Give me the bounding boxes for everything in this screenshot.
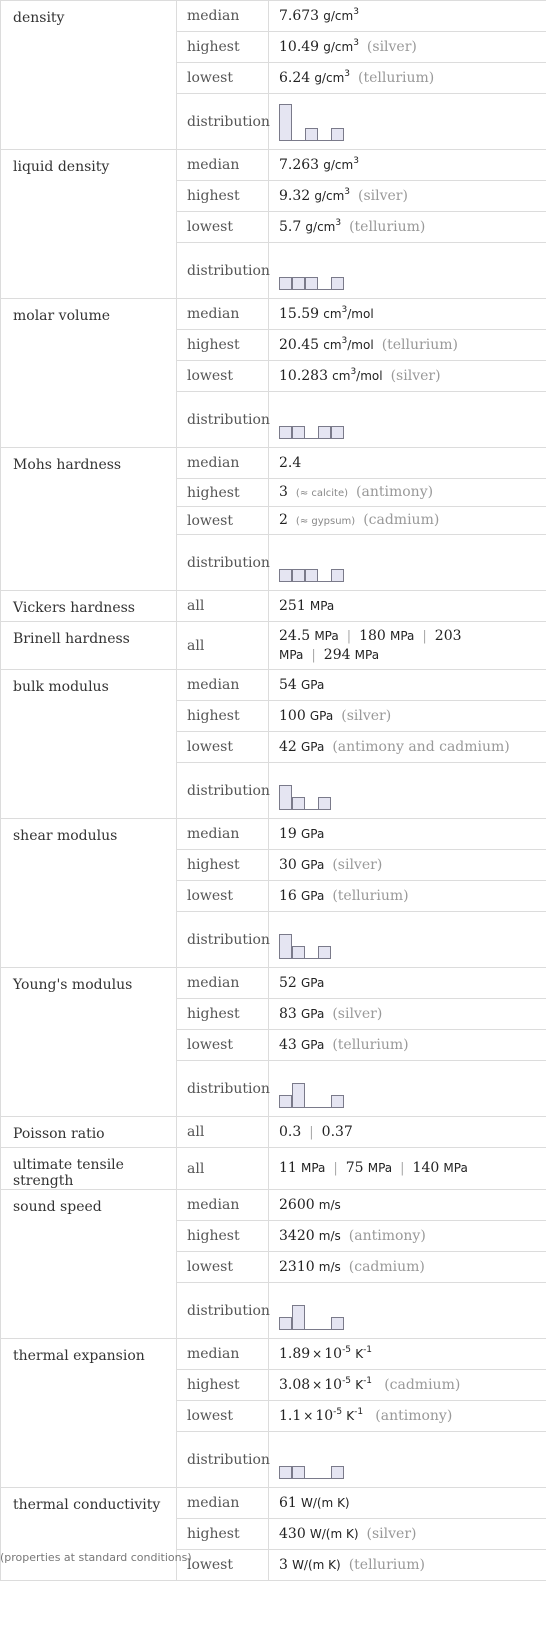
value-unit: cm — [323, 306, 342, 321]
stat-value — [269, 670, 546, 701]
separator: | — [309, 1124, 314, 1140]
value-unit: g/cm — [314, 188, 345, 203]
value-note: (silver) — [332, 1005, 383, 1022]
value-note: (cadmium) — [363, 511, 440, 528]
separator: | — [400, 1161, 405, 1176]
stat-label: highest — [177, 701, 269, 732]
value-note: (silver) — [358, 187, 408, 204]
stat-label: highest — [177, 1519, 269, 1550]
stat-value — [269, 968, 546, 999]
distribution-histogram — [279, 1440, 344, 1479]
unit-exponent: 3 — [344, 186, 350, 197]
histogram-bar — [292, 1083, 305, 1107]
value-number: 83 — [279, 1005, 297, 1022]
ten-base: 10 — [324, 1376, 343, 1393]
histogram-bar — [279, 1095, 292, 1107]
unit-exponent: 3 — [353, 37, 359, 48]
stat-label: highest — [177, 330, 269, 361]
distribution-histogram — [279, 920, 331, 959]
stat-value — [269, 1550, 546, 1581]
unit-exponent: 3 — [353, 6, 359, 17]
stat-label: lowest — [177, 881, 269, 912]
value-unit: MPa — [443, 1161, 468, 1175]
value-unit: GPa — [300, 888, 325, 903]
stat-value — [269, 212, 546, 243]
property-name-vickers-hardness: Vickers hardness — [1, 591, 177, 622]
times-sign: × — [312, 1377, 323, 1392]
property-name-young-s-modulus: Young's modulus — [1, 968, 177, 1117]
histogram-bar — [292, 1466, 305, 1478]
stat-value — [269, 507, 546, 535]
stat-label: lowest — [177, 1252, 269, 1283]
value-number: 2.4 — [279, 454, 302, 471]
value-unit-suffix: /mol — [356, 368, 383, 383]
stat-label: distribution — [177, 1432, 269, 1488]
value-note: (tellurium) — [358, 69, 435, 86]
unit-exponent: 3 — [341, 304, 348, 315]
distribution-histogram — [279, 251, 344, 290]
stat-label: lowest — [177, 507, 269, 535]
ten-base: 10 — [324, 1345, 343, 1362]
stat-label: highest — [177, 479, 269, 507]
stat-label: highest — [177, 1370, 269, 1401]
stat-label: lowest — [177, 212, 269, 243]
value-number: 10.283 — [279, 367, 328, 384]
stat-value — [269, 535, 546, 591]
value-number: 2600 — [279, 1196, 315, 1213]
stat-label: lowest — [177, 361, 269, 392]
value-unit: MPa — [354, 647, 380, 662]
distribution-histogram — [279, 1069, 344, 1108]
value-note: (tellurium) — [332, 1036, 409, 1053]
histogram-bar — [279, 1317, 292, 1329]
value-unit: GPa — [300, 1006, 325, 1021]
value-unit: MPa — [309, 598, 335, 613]
distribution-histogram — [279, 1291, 344, 1330]
stat-value — [269, 819, 546, 850]
stat-label: highest — [177, 32, 269, 63]
stat-label: median — [177, 670, 269, 701]
stat-value — [269, 479, 546, 507]
stat-row-poisson-ratio-all — [1, 1117, 546, 1148]
value-unit: K — [355, 1377, 364, 1392]
stat-value — [269, 32, 546, 63]
property-name-density: density — [1, 1, 177, 150]
value-exponent: -5 — [342, 1344, 352, 1355]
stat-value — [269, 1432, 546, 1488]
histogram-bar — [331, 1317, 344, 1329]
property-name-molar-volume: molar volume — [1, 299, 177, 448]
stat-value — [269, 912, 546, 968]
value-unit: MPa — [279, 647, 304, 662]
stat-label: all — [177, 1117, 269, 1148]
value-number: 251 — [279, 597, 306, 614]
value-note: (silver) — [366, 1525, 417, 1542]
stat-label: median — [177, 299, 269, 330]
value-number: 7.263 — [279, 156, 320, 173]
value-number: 61 — [279, 1494, 297, 1511]
stat-label: distribution — [177, 243, 269, 299]
stat-row-liquid-density-median — [1, 150, 546, 181]
stat-label: all — [177, 1148, 269, 1190]
times-sign: × — [312, 1346, 323, 1361]
histogram-bar — [305, 569, 318, 581]
stat-label: median — [177, 150, 269, 181]
value-unit-suffix: /mol — [347, 306, 374, 321]
stat-value — [269, 1117, 546, 1148]
histogram-bar — [279, 104, 292, 140]
value-number: 3420 — [279, 1227, 315, 1244]
stat-value — [269, 1061, 546, 1117]
value-unit: g/cm — [323, 8, 354, 23]
value-number: 75 — [345, 1160, 364, 1176]
value-unit: W/(m K) — [309, 1526, 359, 1541]
stat-label: all — [177, 591, 269, 622]
stat-label: all — [177, 622, 269, 670]
stat-label: highest — [177, 999, 269, 1030]
stat-row-shear-modulus-median — [1, 819, 546, 850]
histogram-bar — [331, 426, 344, 438]
stat-row-molar-volume-median — [1, 299, 546, 330]
value-number: 15.59 — [279, 305, 320, 322]
stat-value — [269, 150, 546, 181]
value-unit: GPa — [300, 677, 325, 692]
distribution-histogram — [279, 102, 344, 141]
histogram-bar — [331, 569, 344, 581]
histogram-bar — [305, 128, 318, 140]
value-unit: MPa — [367, 1161, 393, 1175]
stat-row-vickers-hardness-all — [1, 591, 546, 622]
stat-label: highest — [177, 181, 269, 212]
stat-row-thermal-conductivity-median — [1, 1488, 546, 1519]
stat-label: median — [177, 1339, 269, 1370]
stat-label: distribution — [177, 912, 269, 968]
stat-label: lowest — [177, 1550, 269, 1581]
property-name-ultimate-tensile-strength: ultimate tensile strength — [1, 1148, 177, 1190]
stat-label: distribution — [177, 535, 269, 591]
stat-value — [269, 591, 546, 622]
histogram-bar — [331, 128, 344, 140]
value-note: (tellurium) — [332, 887, 409, 904]
unit-exponent: -1 — [363, 1375, 373, 1386]
separator: | — [422, 628, 427, 644]
stat-label: lowest — [177, 1401, 269, 1432]
value-unit: W/(m K) — [292, 1557, 341, 1572]
value-unit: K — [355, 1346, 364, 1361]
value-note: (antimony) — [356, 483, 434, 500]
property-name-shear-modulus: shear modulus — [1, 819, 177, 968]
value-number: 2310 — [279, 1258, 315, 1275]
stat-value — [269, 63, 546, 94]
value-unit: cm — [323, 337, 342, 352]
value-number: 430 — [279, 1525, 306, 1542]
histogram-bar — [331, 1466, 344, 1478]
stat-value — [269, 1370, 546, 1401]
value-note: (tellurium) — [348, 1556, 425, 1573]
approx-note: (≈ calcite) — [295, 487, 349, 499]
value-unit-suffix: /mol — [347, 337, 374, 352]
stat-value — [269, 1283, 546, 1339]
stat-value — [269, 392, 546, 448]
histogram-bar — [305, 277, 318, 289]
histogram-bar — [279, 277, 292, 289]
unit-exponent: -1 — [354, 1406, 364, 1417]
stat-value — [269, 1148, 546, 1190]
stat-value — [269, 299, 546, 330]
stat-label: median — [177, 968, 269, 999]
value-note: (tellurium) — [349, 218, 426, 235]
value-note: (silver) — [332, 856, 383, 873]
value-number: 3 — [279, 483, 288, 500]
value-number: 42 — [279, 738, 297, 755]
value-number: 203 — [434, 627, 462, 644]
stat-label: distribution — [177, 1283, 269, 1339]
stat-value — [269, 94, 546, 150]
unit-exponent: 3 — [344, 68, 350, 79]
value-unit: MPa — [314, 628, 339, 643]
stat-row-sound-speed-median — [1, 1190, 546, 1221]
stat-value — [269, 1190, 546, 1221]
stat-label: median — [177, 819, 269, 850]
unit-exponent: 3 — [350, 366, 357, 377]
value-unit: m/s — [318, 1197, 341, 1212]
value-unit: m/s — [318, 1228, 341, 1243]
stat-label: median — [177, 1190, 269, 1221]
separator: | — [333, 1161, 338, 1176]
value-unit: GPa — [300, 857, 325, 872]
stat-value — [269, 850, 546, 881]
stat-value — [269, 1221, 546, 1252]
value-mantissa: 3.08 — [279, 1376, 311, 1393]
stat-row-young-s-modulus-median — [1, 968, 546, 999]
property-name-thermal-expansion: thermal expansion — [1, 1339, 177, 1488]
stat-value — [269, 999, 546, 1030]
stat-label: distribution — [177, 392, 269, 448]
stat-label: median — [177, 1488, 269, 1519]
stat-row-mohs-hardness-median — [1, 448, 546, 479]
value-number: 0.37 — [321, 1123, 353, 1140]
value-number: 19 — [279, 825, 297, 842]
histogram-bar — [318, 797, 331, 809]
stat-row-brinell-hardness-all — [1, 622, 546, 670]
property-name-poisson-ratio: Poisson ratio — [1, 1117, 177, 1148]
stat-value — [269, 1252, 546, 1283]
histogram-bar — [292, 426, 305, 438]
value-note: (antimony and cadmium) — [332, 738, 510, 755]
property-name-sound-speed: sound speed — [1, 1190, 177, 1339]
value-number: 20.45 — [279, 336, 320, 353]
value-note: (cadmium) — [348, 1258, 425, 1275]
value-unit: g/cm — [323, 39, 354, 54]
stat-value — [269, 1030, 546, 1061]
value-unit: g/cm — [314, 70, 345, 85]
value-number: 24.5 — [279, 627, 311, 644]
value-note: (cadmium) — [384, 1376, 461, 1393]
stat-label: median — [177, 1, 269, 32]
stat-label: highest — [177, 850, 269, 881]
stat-row-bulk-modulus-median — [1, 670, 546, 701]
unit-exponent: -1 — [363, 1344, 373, 1355]
value-unit: GPa — [300, 1037, 325, 1052]
stat-label: highest — [177, 1221, 269, 1252]
value-note: (silver) — [390, 367, 441, 384]
unit-exponent: 3 — [341, 335, 348, 346]
value-mantissa: 1.1 — [279, 1407, 302, 1424]
value-number: 6.24 — [279, 69, 311, 86]
value-note: (silver) — [366, 38, 417, 55]
histogram-bar — [279, 934, 292, 958]
stat-value — [269, 1488, 546, 1519]
stat-value — [269, 1, 546, 32]
stat-value — [269, 701, 546, 732]
value-unit: GPa — [300, 739, 325, 754]
value-number: 294 — [323, 646, 351, 663]
distribution-histogram — [279, 771, 331, 810]
property-name-bulk-modulus: bulk modulus — [1, 670, 177, 819]
value-unit: g/cm — [323, 157, 354, 172]
histogram-bar — [279, 1466, 292, 1478]
value-unit: K — [346, 1408, 355, 1423]
property-name-mohs-hardness: Mohs hardness — [1, 448, 177, 591]
stat-value — [269, 1519, 546, 1550]
value-note: (antimony) — [375, 1407, 453, 1424]
value-number: 9.32 — [279, 187, 311, 204]
histogram-bar — [279, 569, 292, 581]
stat-value — [269, 330, 546, 361]
value-number: 5.7 — [279, 218, 302, 235]
times-sign: × — [303, 1408, 314, 1423]
ten-base: 10 — [315, 1407, 334, 1424]
value-unit: MPa — [389, 628, 415, 643]
separator: | — [311, 647, 316, 663]
stat-value — [269, 361, 546, 392]
value-number: 11 — [279, 1160, 297, 1176]
value-unit: g/cm — [305, 219, 336, 234]
stat-label: distribution — [177, 763, 269, 819]
stat-label: distribution — [177, 1061, 269, 1117]
stat-value — [269, 881, 546, 912]
histogram-bar — [318, 946, 331, 958]
footnote: (properties at standard conditions) — [0, 1551, 192, 1564]
value-note: (tellurium) — [381, 336, 458, 353]
stat-label: median — [177, 448, 269, 479]
separator: | — [346, 628, 352, 644]
value-number: 16 — [279, 887, 297, 904]
value-number: 100 — [279, 707, 306, 724]
histogram-bar — [292, 277, 305, 289]
stat-row-density-median — [1, 1, 546, 32]
histogram-bar — [292, 797, 305, 809]
value-mantissa: 1.89 — [279, 1345, 311, 1362]
property-name-liquid-density: liquid density — [1, 150, 177, 299]
stat-label: lowest — [177, 63, 269, 94]
value-unit: MPa — [300, 1161, 326, 1175]
value-number: 52 — [279, 974, 297, 991]
property-name-brinell-hardness: Brinell hardness — [1, 622, 177, 670]
stat-label: distribution — [177, 94, 269, 150]
value-number: 54 — [279, 676, 297, 693]
unit-exponent: 3 — [353, 155, 359, 166]
stat-value — [269, 622, 546, 670]
value-exponent: -5 — [333, 1406, 343, 1417]
stat-value — [269, 243, 546, 299]
value-number: 2 — [279, 511, 288, 528]
histogram-bar — [279, 426, 292, 438]
histogram-bar — [318, 426, 331, 438]
histogram-bar — [292, 569, 305, 581]
value-number: 10.49 — [279, 38, 320, 55]
value-unit: m/s — [318, 1259, 341, 1274]
stat-value — [269, 1401, 546, 1432]
stat-value — [269, 448, 546, 479]
stat-row-ultimate-tensile-strength-all — [1, 1148, 546, 1190]
histogram-bar — [331, 277, 344, 289]
value-number: 3 — [279, 1556, 288, 1573]
value-unit: GPa — [300, 826, 325, 841]
stat-row-thermal-expansion-median — [1, 1339, 546, 1370]
value-unit: GPa — [300, 975, 325, 990]
value-unit: cm — [332, 368, 351, 383]
stat-label: lowest — [177, 1030, 269, 1061]
stat-value — [269, 763, 546, 819]
approx-note: (≈ gypsum) — [295, 515, 356, 527]
histogram-bar — [292, 1305, 305, 1329]
histogram-bar — [279, 785, 292, 809]
histogram-bar — [292, 946, 305, 958]
stat-value — [269, 732, 546, 763]
value-exponent: -5 — [342, 1375, 352, 1386]
stat-value — [269, 1339, 546, 1370]
distribution-histogram — [279, 543, 344, 582]
stat-label: lowest — [177, 732, 269, 763]
value-number: 0.3 — [279, 1123, 302, 1140]
value-number: 30 — [279, 856, 297, 873]
histogram-bar — [331, 1095, 344, 1107]
value-note: (antimony) — [348, 1227, 426, 1244]
property-name-thermal-conductivity: thermal conductivity — [1, 1488, 177, 1581]
value-number: 180 — [359, 627, 386, 644]
value-number: 7.673 — [279, 7, 320, 24]
unit-exponent: 3 — [335, 217, 342, 228]
value-unit: GPa — [309, 708, 334, 723]
stat-value — [269, 181, 546, 212]
value-number: 43 — [279, 1036, 297, 1053]
value-note: (silver) — [341, 707, 392, 724]
value-number: 140 — [412, 1160, 440, 1176]
distribution-histogram — [279, 400, 344, 439]
value-unit: W/(m K) — [300, 1495, 350, 1510]
